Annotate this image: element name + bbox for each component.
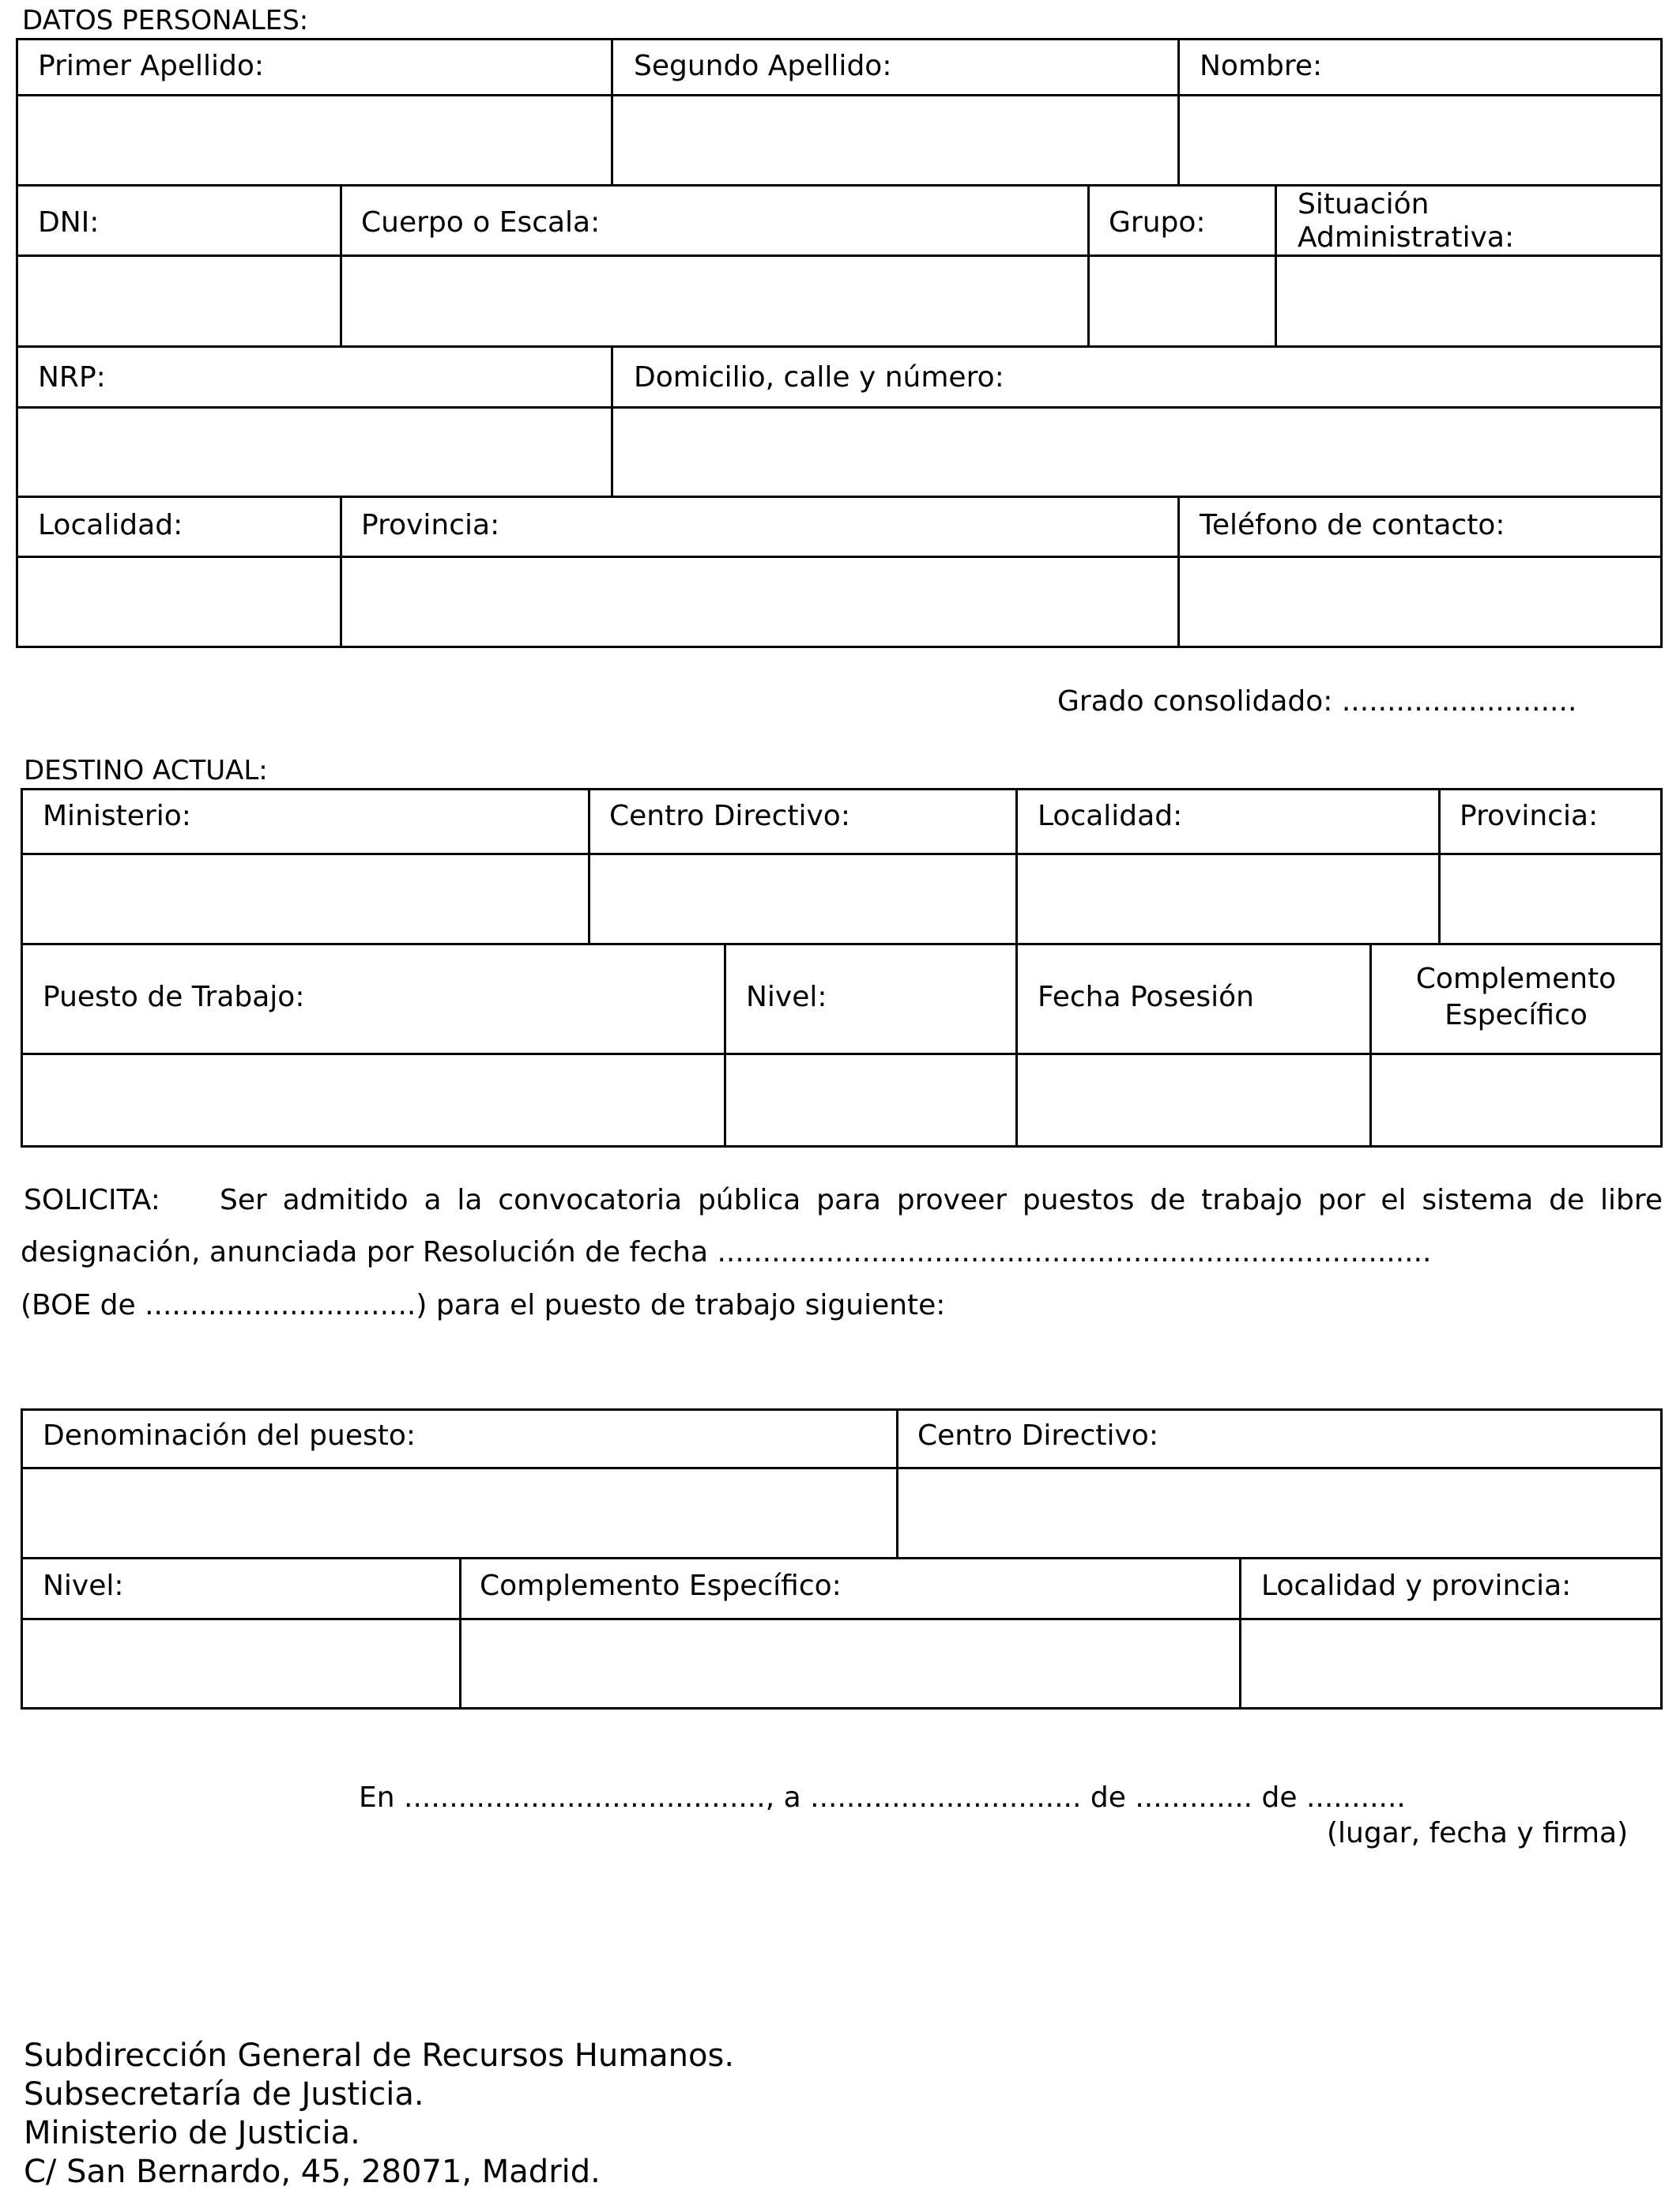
footer-line-ministerio: Ministerio de Justicia. <box>24 2115 360 2151</box>
divider <box>1177 496 1180 648</box>
complemento-solicitado-field[interactable] <box>462 1620 1237 1707</box>
lugar-fecha-line[interactable]: En ........................................, a .............................. de ............. de ........... <box>359 1781 1406 1814</box>
label-complemento-line2: Específico <box>1445 999 1588 1031</box>
grado-consolidado[interactable]: Grado consolidado: .......................... <box>1057 685 1577 718</box>
segundo-apellido-field[interactable] <box>614 96 1175 182</box>
footer-line-subsecretaria: Subsecretaría de Justicia. <box>24 2076 424 2113</box>
solicita-text-line2: designación, anunciada por Resolución de fecha ............................................................................... <box>21 1236 1432 1269</box>
label-ministerio: Ministerio: <box>43 800 191 832</box>
divider <box>611 38 613 186</box>
label-localidad-provincia: Localidad y provincia: <box>1261 1570 1572 1602</box>
solicita-text-line3: (BOE de ..............................) para el puesto de trabajo siguiente: <box>21 1289 946 1321</box>
label-centro-directivo: Centro Directivo: <box>609 800 850 832</box>
puesto-trabajo-field[interactable] <box>24 1055 721 1145</box>
provincia-destino-field[interactable] <box>1441 855 1660 941</box>
label-nivel: Nivel: <box>746 981 827 1013</box>
divider <box>611 345 613 497</box>
divider <box>459 1557 461 1710</box>
solicita-text-line1: Ser admitido a la convocatoria pública para proveer puestos de trabajo por el sistema de libre <box>220 1184 1663 1216</box>
label-localidad: Localidad: <box>38 509 183 541</box>
section-title-destino-actual: DESTINO ACTUAL: <box>24 755 268 786</box>
label-localidad-destino: Localidad: <box>1038 800 1183 832</box>
label-grupo: Grupo: <box>1109 206 1206 239</box>
ministerio-field[interactable] <box>24 855 586 941</box>
divider <box>1239 1557 1241 1710</box>
grupo-field[interactable] <box>1090 257 1272 343</box>
label-situacion-line2: Administrativa: <box>1298 221 1515 254</box>
divider <box>724 943 726 1148</box>
divider <box>1275 184 1277 347</box>
label-provincia: Provincia: <box>361 509 500 541</box>
footer-line-direccion: C/ San Bernardo, 45, 28071, Madrid. <box>24 2154 601 2190</box>
label-dni: DNI: <box>38 206 100 239</box>
localidad-field[interactable] <box>19 558 337 646</box>
provincia-field[interactable] <box>343 558 1175 646</box>
complemento-especifico-field[interactable] <box>1373 1055 1660 1145</box>
divider <box>21 1557 1663 1559</box>
nivel-field[interactable] <box>727 1055 1013 1145</box>
label-segundo-apellido: Segundo Apellido: <box>634 50 892 82</box>
domicilio-field[interactable] <box>614 409 1660 493</box>
label-situacion-administrativa <box>1298 188 1514 254</box>
primer-apellido-field[interactable] <box>19 96 608 182</box>
label-provincia-destino: Provincia: <box>1460 800 1599 832</box>
label-complemento-solicitado: Complemento Específico: <box>480 1570 842 1602</box>
solicita-label: SOLICITA: <box>24 1184 160 1216</box>
section-title-datos-personales: DATOS PERSONALES: <box>22 5 309 36</box>
divider <box>1015 943 1018 1148</box>
divider <box>1438 788 1441 944</box>
divider <box>588 788 590 944</box>
divider <box>16 184 1663 187</box>
telefono-field[interactable] <box>1181 558 1660 646</box>
label-nrp: NRP: <box>38 361 106 394</box>
divider <box>1087 184 1090 347</box>
localidad-destino-field[interactable] <box>1019 855 1436 941</box>
divider <box>340 496 342 648</box>
label-centro-directivo-solicitado: Centro Directivo: <box>917 1419 1158 1452</box>
label-telefono: Teléfono de contacto: <box>1200 509 1505 541</box>
divider <box>1015 788 1018 944</box>
label-cuerpo-escala: Cuerpo o Escala: <box>361 206 601 239</box>
label-nombre: Nombre: <box>1200 50 1323 82</box>
cuerpo-escala-field[interactable] <box>343 257 1085 343</box>
divider <box>896 1408 898 1559</box>
denominacion-puesto-field[interactable] <box>24 1469 894 1555</box>
localidad-provincia-field[interactable] <box>1242 1620 1660 1707</box>
label-fecha-posesion: Fecha Posesión <box>1038 981 1254 1013</box>
centro-directivo-solicitado-field[interactable] <box>899 1469 1660 1555</box>
nombre-field[interactable] <box>1181 96 1660 182</box>
label-denominacion-puesto: Denominación del puesto: <box>43 1419 416 1452</box>
label-puesto-trabajo: Puesto de Trabajo: <box>43 981 305 1013</box>
label-complemento-line1: Complemento <box>1415 963 1617 995</box>
fecha-posesion-field[interactable] <box>1019 1055 1367 1145</box>
divider <box>340 184 342 347</box>
label-domicilio: Domicilio, calle y número: <box>634 361 1004 394</box>
nrp-field[interactable] <box>19 409 608 493</box>
situacion-administrativa-field[interactable] <box>1278 257 1660 343</box>
label-primer-apellido: Primer Apellido: <box>38 50 264 82</box>
label-situacion-line1: Situación <box>1298 188 1430 221</box>
lugar-fecha-firma-note: (lugar, fecha y firma) <box>1327 1817 1629 1849</box>
label-complemento-especifico <box>1372 961 1660 1034</box>
label-nivel-solicitado: Nivel: <box>43 1570 124 1602</box>
dni-field[interactable] <box>19 257 337 343</box>
divider <box>21 943 1663 945</box>
nivel-solicitado-field[interactable] <box>24 1620 457 1707</box>
divider <box>16 345 1663 348</box>
divider <box>16 496 1663 498</box>
footer-line-subdireccion: Subdirección General de Recursos Humanos. <box>24 2038 735 2074</box>
centro-directivo-field[interactable] <box>591 855 1013 941</box>
divider <box>1177 38 1180 186</box>
